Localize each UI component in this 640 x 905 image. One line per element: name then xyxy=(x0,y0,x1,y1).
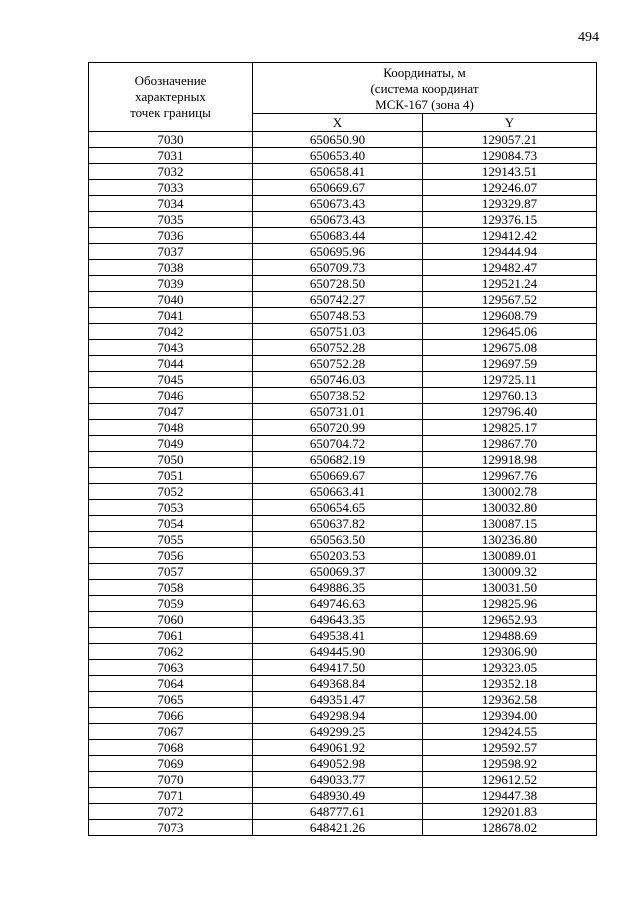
x-coordinate-cell: 649643.35 xyxy=(253,612,423,628)
point-cell: 7056 xyxy=(89,548,253,564)
point-cell: 7049 xyxy=(89,436,253,452)
y-coordinate-cell: 129612.52 xyxy=(423,772,597,788)
x-coordinate-cell: 649061.92 xyxy=(253,740,423,756)
y-coordinate-cell: 129246.07 xyxy=(423,180,597,196)
point-cell: 7066 xyxy=(89,708,253,724)
table-row xyxy=(89,180,597,196)
point-cell: 7044 xyxy=(89,356,253,372)
table-row xyxy=(89,596,597,612)
x-coordinate-cell: 650752.28 xyxy=(253,340,423,356)
table-row xyxy=(89,436,597,452)
table-row xyxy=(89,164,597,180)
point-cell: 7047 xyxy=(89,404,253,420)
point-cell: 7065 xyxy=(89,692,253,708)
y-coordinate-cell: 129424.55 xyxy=(423,724,597,740)
x-coordinate-cell: 650673.43 xyxy=(253,212,423,228)
x-coordinate-cell: 650669.67 xyxy=(253,180,423,196)
point-cell: 7039 xyxy=(89,276,253,292)
table-row xyxy=(89,580,597,596)
y-coordinate-cell: 129444.94 xyxy=(423,244,597,260)
point-cell: 7035 xyxy=(89,212,253,228)
point-cell: 7052 xyxy=(89,484,253,500)
x-coordinate-cell: 649368.84 xyxy=(253,676,423,692)
table-row xyxy=(89,212,597,228)
x-coordinate-cell: 649538.41 xyxy=(253,628,423,644)
x-coordinate-cell: 650720.99 xyxy=(253,420,423,436)
x-coordinate-cell: 649417.50 xyxy=(253,660,423,676)
point-cell: 7069 xyxy=(89,756,253,772)
x-coordinate-cell: 649298.94 xyxy=(253,708,423,724)
y-coordinate-cell: 129521.24 xyxy=(423,276,597,292)
table-row xyxy=(89,276,597,292)
y-coordinate-cell: 129725.11 xyxy=(423,372,597,388)
y-coordinate-cell: 129412.42 xyxy=(423,228,597,244)
x-coordinate-cell: 650742.27 xyxy=(253,292,423,308)
table-row xyxy=(89,196,597,212)
x-coordinate-cell: 650663.41 xyxy=(253,484,423,500)
table-row xyxy=(89,772,597,788)
y-coordinate-cell: 129567.52 xyxy=(423,292,597,308)
point-cell: 7046 xyxy=(89,388,253,404)
x-coordinate-cell: 650695.96 xyxy=(253,244,423,260)
y-coordinate-cell: 129608.79 xyxy=(423,308,597,324)
x-coordinate-cell: 649052.98 xyxy=(253,756,423,772)
point-cell: 7036 xyxy=(89,228,253,244)
y-coordinate-cell: 129352.18 xyxy=(423,676,597,692)
table-row xyxy=(89,660,597,676)
y-coordinate-cell: 130087.15 xyxy=(423,516,597,532)
x-coordinate-cell: 650658.41 xyxy=(253,164,423,180)
table-row xyxy=(89,788,597,804)
point-cell: 7031 xyxy=(89,148,253,164)
point-cell: 7061 xyxy=(89,628,253,644)
y-coordinate-cell: 129675.08 xyxy=(423,340,597,356)
table-row xyxy=(89,308,597,324)
y-coordinate-cell: 129825.17 xyxy=(423,420,597,436)
y-coordinate-cell: 129329.87 xyxy=(423,196,597,212)
x-coordinate-cell: 649299.25 xyxy=(253,724,423,740)
point-header-line-3: точек границы xyxy=(130,105,211,120)
y-coordinate-cell: 128678.02 xyxy=(423,820,597,836)
x-coordinate-cell: 650731.01 xyxy=(253,404,423,420)
table-row xyxy=(89,244,597,260)
table-row xyxy=(89,612,597,628)
point-cell: 7059 xyxy=(89,596,253,612)
y-coordinate-cell: 129143.51 xyxy=(423,164,597,180)
point-cell: 7072 xyxy=(89,804,253,820)
point-header-line-2: характерных xyxy=(135,89,206,104)
point-cell: 7032 xyxy=(89,164,253,180)
table-row xyxy=(89,404,597,420)
y-coordinate-cell: 129760.13 xyxy=(423,388,597,404)
point-cell: 7058 xyxy=(89,580,253,596)
point-cell: 7071 xyxy=(89,788,253,804)
x-coordinate-cell: 649445.90 xyxy=(253,644,423,660)
table-row xyxy=(89,516,597,532)
y-coordinate-cell: 129967.76 xyxy=(423,468,597,484)
x-column-header: X xyxy=(253,114,423,132)
page-number: 494 xyxy=(578,30,599,45)
y-coordinate-cell: 129394.00 xyxy=(423,708,597,724)
point-header-line-1: Обозначение xyxy=(134,73,207,88)
point-cell: 7067 xyxy=(89,724,253,740)
y-coordinate-cell: 130032.80 xyxy=(423,500,597,516)
point-cell: 7050 xyxy=(89,452,253,468)
table-row xyxy=(89,260,597,276)
x-coordinate-cell: 650752.28 xyxy=(253,356,423,372)
y-coordinate-cell: 129918.98 xyxy=(423,452,597,468)
point-cell: 7068 xyxy=(89,740,253,756)
table-row xyxy=(89,340,597,356)
table-row xyxy=(89,148,597,164)
point-cell: 7062 xyxy=(89,644,253,660)
y-coordinate-cell: 129825.96 xyxy=(423,596,597,612)
x-coordinate-cell: 650682.19 xyxy=(253,452,423,468)
y-coordinate-cell: 130236.80 xyxy=(423,532,597,548)
coords-header-line-3: МСК-167 (зона 4) xyxy=(375,97,474,112)
x-coordinate-cell: 650728.50 xyxy=(253,276,423,292)
x-coordinate-cell: 650746.03 xyxy=(253,372,423,388)
table-row xyxy=(89,532,597,548)
table-row xyxy=(89,692,597,708)
y-coordinate-cell: 129488.69 xyxy=(423,628,597,644)
x-coordinate-cell: 650654.65 xyxy=(253,500,423,516)
y-coordinate-cell: 129201.83 xyxy=(423,804,597,820)
table-row xyxy=(89,468,597,484)
point-cell: 7037 xyxy=(89,244,253,260)
y-coordinate-cell: 129057.21 xyxy=(423,132,597,148)
table-row xyxy=(89,484,597,500)
x-coordinate-cell: 650637.82 xyxy=(253,516,423,532)
point-cell: 7054 xyxy=(89,516,253,532)
point-cell: 7053 xyxy=(89,500,253,516)
coordinates-table xyxy=(88,62,597,836)
table-row xyxy=(89,628,597,644)
y-coordinate-cell: 129652.93 xyxy=(423,612,597,628)
y-coordinate-cell: 130031.50 xyxy=(423,580,597,596)
coords-header-line-1: Координаты, м xyxy=(383,65,466,80)
y-coordinate-cell: 129598.92 xyxy=(423,756,597,772)
table-row xyxy=(89,324,597,340)
point-cell: 7030 xyxy=(89,132,253,148)
table-row xyxy=(89,756,597,772)
table-row xyxy=(89,548,597,564)
table-row xyxy=(89,500,597,516)
point-cell: 7048 xyxy=(89,420,253,436)
y-coordinate-cell: 129362.58 xyxy=(423,692,597,708)
table-row xyxy=(89,820,597,836)
table-row xyxy=(89,724,597,740)
table-row xyxy=(89,708,597,724)
x-coordinate-cell: 649746.63 xyxy=(253,596,423,612)
x-coordinate-cell: 650748.53 xyxy=(253,308,423,324)
y-coordinate-cell: 130089.01 xyxy=(423,548,597,564)
x-coordinate-cell: 650704.72 xyxy=(253,436,423,452)
y-coordinate-cell: 129867.70 xyxy=(423,436,597,452)
x-coordinate-cell: 650650.90 xyxy=(253,132,423,148)
y-coordinate-cell: 130002.78 xyxy=(423,484,597,500)
point-cell: 7034 xyxy=(89,196,253,212)
point-cell: 7042 xyxy=(89,324,253,340)
y-coordinate-cell: 129592.57 xyxy=(423,740,597,756)
x-coordinate-cell: 650673.43 xyxy=(253,196,423,212)
point-cell: 7064 xyxy=(89,676,253,692)
table-row xyxy=(89,676,597,692)
table-row xyxy=(89,740,597,756)
point-cell: 7033 xyxy=(89,180,253,196)
table-row xyxy=(89,228,597,244)
y-coordinate-cell: 129645.06 xyxy=(423,324,597,340)
x-coordinate-cell: 649886.35 xyxy=(253,580,423,596)
coords-header-line-2: (система координат xyxy=(370,81,479,96)
x-coordinate-cell: 650203.53 xyxy=(253,548,423,564)
y-coordinate-cell: 129084.73 xyxy=(423,148,597,164)
point-cell: 7041 xyxy=(89,308,253,324)
x-coordinate-cell: 650738.52 xyxy=(253,388,423,404)
point-cell: 7060 xyxy=(89,612,253,628)
y-coordinate-cell: 129306.90 xyxy=(423,644,597,660)
y-coordinate-cell: 129447.38 xyxy=(423,788,597,804)
point-cell: 7070 xyxy=(89,772,253,788)
y-coordinate-cell: 129482.47 xyxy=(423,260,597,276)
point-cell: 7063 xyxy=(89,660,253,676)
x-coordinate-cell: 650563.50 xyxy=(253,532,423,548)
x-coordinate-cell: 650751.03 xyxy=(253,324,423,340)
x-coordinate-cell: 650709.73 xyxy=(253,260,423,276)
y-coordinate-cell: 129697.59 xyxy=(423,356,597,372)
x-coordinate-cell: 648930.49 xyxy=(253,788,423,804)
point-cell: 7057 xyxy=(89,564,253,580)
x-coordinate-cell: 650069.37 xyxy=(253,564,423,580)
point-cell: 7055 xyxy=(89,532,253,548)
x-coordinate-cell: 648777.61 xyxy=(253,804,423,820)
y-coordinate-cell: 129323.05 xyxy=(423,660,597,676)
table-row xyxy=(89,292,597,308)
table-row xyxy=(89,388,597,404)
table-row xyxy=(89,804,597,820)
coordinates-table-body xyxy=(89,132,597,836)
x-coordinate-cell: 650669.67 xyxy=(253,468,423,484)
table-row xyxy=(89,644,597,660)
point-cell: 7073 xyxy=(89,820,253,836)
y-coordinate-cell: 129796.40 xyxy=(423,404,597,420)
y-coordinate-cell: 129376.15 xyxy=(423,212,597,228)
point-cell: 7038 xyxy=(89,260,253,276)
table-row xyxy=(89,564,597,580)
table-row xyxy=(89,372,597,388)
x-coordinate-cell: 649351.47 xyxy=(253,692,423,708)
y-column-header: Y xyxy=(423,114,597,132)
point-cell: 7051 xyxy=(89,468,253,484)
point-cell: 7045 xyxy=(89,372,253,388)
x-coordinate-cell: 649033.77 xyxy=(253,772,423,788)
x-coordinate-cell: 650683.44 xyxy=(253,228,423,244)
x-coordinate-cell: 648421.26 xyxy=(253,820,423,836)
table-row xyxy=(89,452,597,468)
table-row xyxy=(89,132,597,148)
x-coordinate-cell: 650653.40 xyxy=(253,148,423,164)
point-designation-header xyxy=(89,63,253,132)
point-cell: 7043 xyxy=(89,340,253,356)
coordinates-group-header xyxy=(253,63,597,114)
table-row xyxy=(89,420,597,436)
y-coordinate-cell: 130009.32 xyxy=(423,564,597,580)
point-cell: 7040 xyxy=(89,292,253,308)
table-row xyxy=(89,356,597,372)
